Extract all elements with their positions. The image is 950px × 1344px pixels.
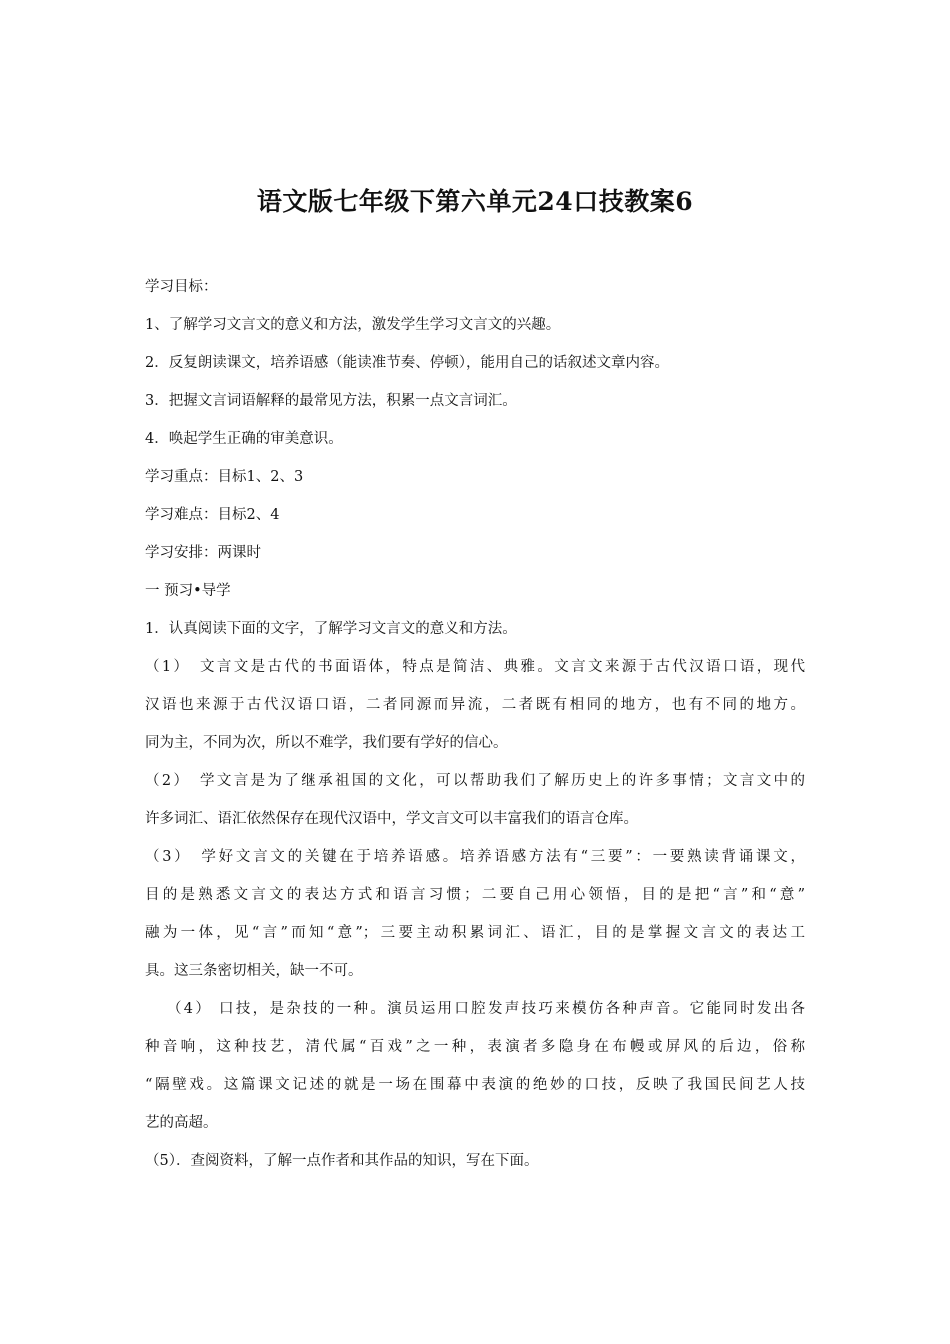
paragraph-item-5: （5）．查阅资料，了解一点作者和其作品的知识，写在下面。 [145,1153,539,1169]
paragraph-item-3 [145,846,805,998]
key-points: 学习重点：目标1、2、3 [145,469,304,485]
document-title: 语文版七年级下第六单元24口技教案6 [256,187,694,216]
paragraph-line: 许多词汇、语汇依然保存在现代汉语中，学文言文可以丰富我们的语言仓库。 [145,811,638,827]
paragraph-line: 同为主，不同为次，所以不难学，我们要有学好的信心。 [145,735,508,751]
objective-1: 1、了解学习文言文的意义和方法，激发学生学习文言文的兴趣。 [145,317,561,333]
paragraph-line: （3） 学好文言文的关键在于培养语感。培养语感方法有“三要”：一要熟读背诵课文， [145,849,805,865]
paragraph-line: “隔壁戏。这篇课文记述的就是一场在围幕中表演的绝妙的口技，反映了我国民间艺人技 [145,1077,805,1093]
paragraph-line: （2） 学文言是为了继承祖国的文化，可以帮助我们了解历史上的许多事情；文言文中的 [145,773,805,789]
task-1: 1．认真阅读下面的文字，了解学习文言文的意义和方法。 [145,621,517,637]
paragraph-line: （4） 口技，是杂技的一种。演员运用口腔发声技巧来模仿各种声音。它能同时发出各 [167,1001,805,1017]
section-heading-objectives: 学习目标： [145,279,218,295]
difficult-points: 学习难点：目标2、4 [145,507,280,523]
paragraph-line: 目的是熟悉文言文的表达方式和语言习惯；二要自己用心领悟，目的是把“言”和“意” [145,887,805,903]
paragraph-item-4 [145,998,805,1150]
paragraph-line: 汉语也来源于古代汉语口语，二者同源而异流，二者既有相同的地方，也有不同的地方。 [145,697,805,713]
document-body [145,276,805,1188]
objective-2: 2．反复朗读课文，培养语感（能读准节奏、停顿），能用自己的话叙述文章内容。 [145,355,669,371]
paragraph-line: 种音响，这种技艺，清代属“百戏”之一种，表演者多隐身在布幔或屏风的后边，俗称 [145,1039,805,1055]
paragraph-line: 具。这三条密切相关，缺一不可。 [145,963,363,979]
paragraph-item-2 [145,770,805,846]
objective-4: 4．唤起学生正确的审美意识。 [145,431,343,447]
paragraph-line: 融为一体，见“言”而知“意”；三要主动积累词汇、语汇，目的是掌握文言文的表达工 [145,925,805,941]
objective-3: 3．把握文言词语解释的最常见方法，积累一点文言词汇。 [145,393,517,409]
paragraph-line: 艺的高超。 [145,1115,218,1131]
paragraph-line: （1） 文言文是古代的书面语体，特点是简洁、典雅。文言文来源于古代汉语口语，现代 [145,659,805,675]
paragraph-item-1 [145,656,805,770]
schedule: 学习安排：两课时 [145,545,261,561]
section-heading-preview: 一 预习•导学 [145,583,231,599]
